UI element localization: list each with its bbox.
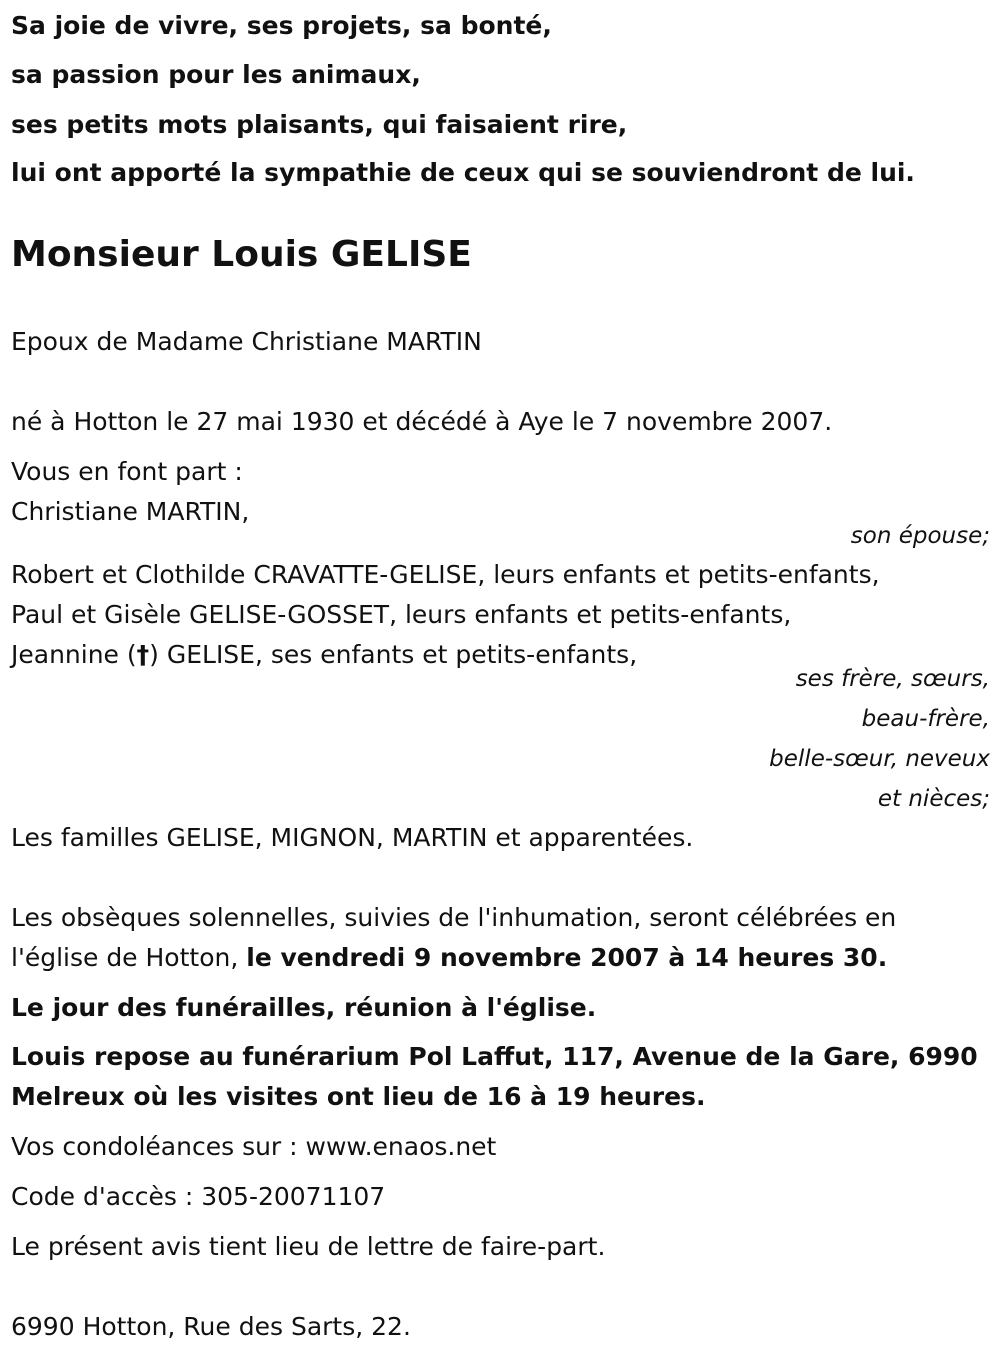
announce-intro: Vous en font part : — [11, 457, 243, 486]
family-role-2: beau-frère, — [861, 706, 990, 732]
condolences-line: Vos condoléances sur : www.enaos.net — [11, 1132, 497, 1161]
meeting-line: Le jour des funérailles, réunion à l'église. — [11, 993, 597, 1022]
tribute-line-2: sa passion pour les animaux, — [11, 60, 421, 89]
jeannine-post: ) GELISE, ses enfants et petits-enfants, — [149, 640, 638, 669]
family-line-3 — [11, 640, 637, 670]
access-code-line: Code d'accès : 305-20071107 — [11, 1182, 386, 1211]
rest-line-2: Melreux où les visites ont lieu de 16 à 19 heures. — [11, 1082, 706, 1111]
family-role-4: et nièces; — [877, 786, 990, 812]
cross-icon: † — [136, 640, 150, 669]
wife-role: son épouse; — [850, 523, 990, 549]
spouse-line: Epoux de Madame Christiane MARTIN — [11, 327, 482, 356]
wife-name: Christiane MARTIN, — [11, 497, 250, 526]
family-line-2: Paul et Gisèle GELISE-GOSSET, leurs enfants et petits-enfants, — [11, 600, 792, 629]
rest-line-1: Louis repose au funérarium Pol Laffut, 117, Avenue de la Gare, 6990 — [11, 1042, 978, 1071]
notice-line: Le présent avis tient lieu de lettre de faire-part. — [11, 1232, 606, 1261]
funeral-line-2 — [11, 943, 887, 973]
tribute-line-3: ses petits mots plaisants, qui faisaient rire, — [11, 110, 628, 139]
families-line: Les familles GELISE, MIGNON, MARTIN et apparentées. — [11, 823, 694, 852]
jeannine-pre: Jeannine ( — [11, 640, 137, 669]
tribute-line-4: lui ont apporté la sympathie de ceux qui se souviendront de lui. — [11, 158, 915, 187]
tribute-line-1: Sa joie de vivre, ses projets, sa bonté, — [11, 11, 552, 40]
family-line-1: Robert et Clothilde CRAVATTE-GELISE, leurs enfants et petits-enfants, — [11, 560, 880, 589]
birth-death-line: né à Hotton le 27 mai 1930 et décédé à Aye le 7 novembre 2007. — [11, 407, 833, 436]
address-line: 6990 Hotton, Rue des Sarts, 22. — [11, 1312, 411, 1341]
family-role-3: belle-sœur, neveux — [769, 746, 990, 772]
funeral-datetime: le vendredi 9 novembre 2007 à 14 heures 30. — [246, 943, 888, 972]
funeral-line-1: Les obsèques solennelles, suivies de l'inhumation, seront célébrées en — [11, 903, 897, 932]
funeral-place: l'église de Hotton, — [11, 943, 247, 972]
deceased-name: Monsieur Louis GELISE — [11, 234, 472, 275]
family-role-1: ses frère, sœurs, — [795, 666, 990, 692]
